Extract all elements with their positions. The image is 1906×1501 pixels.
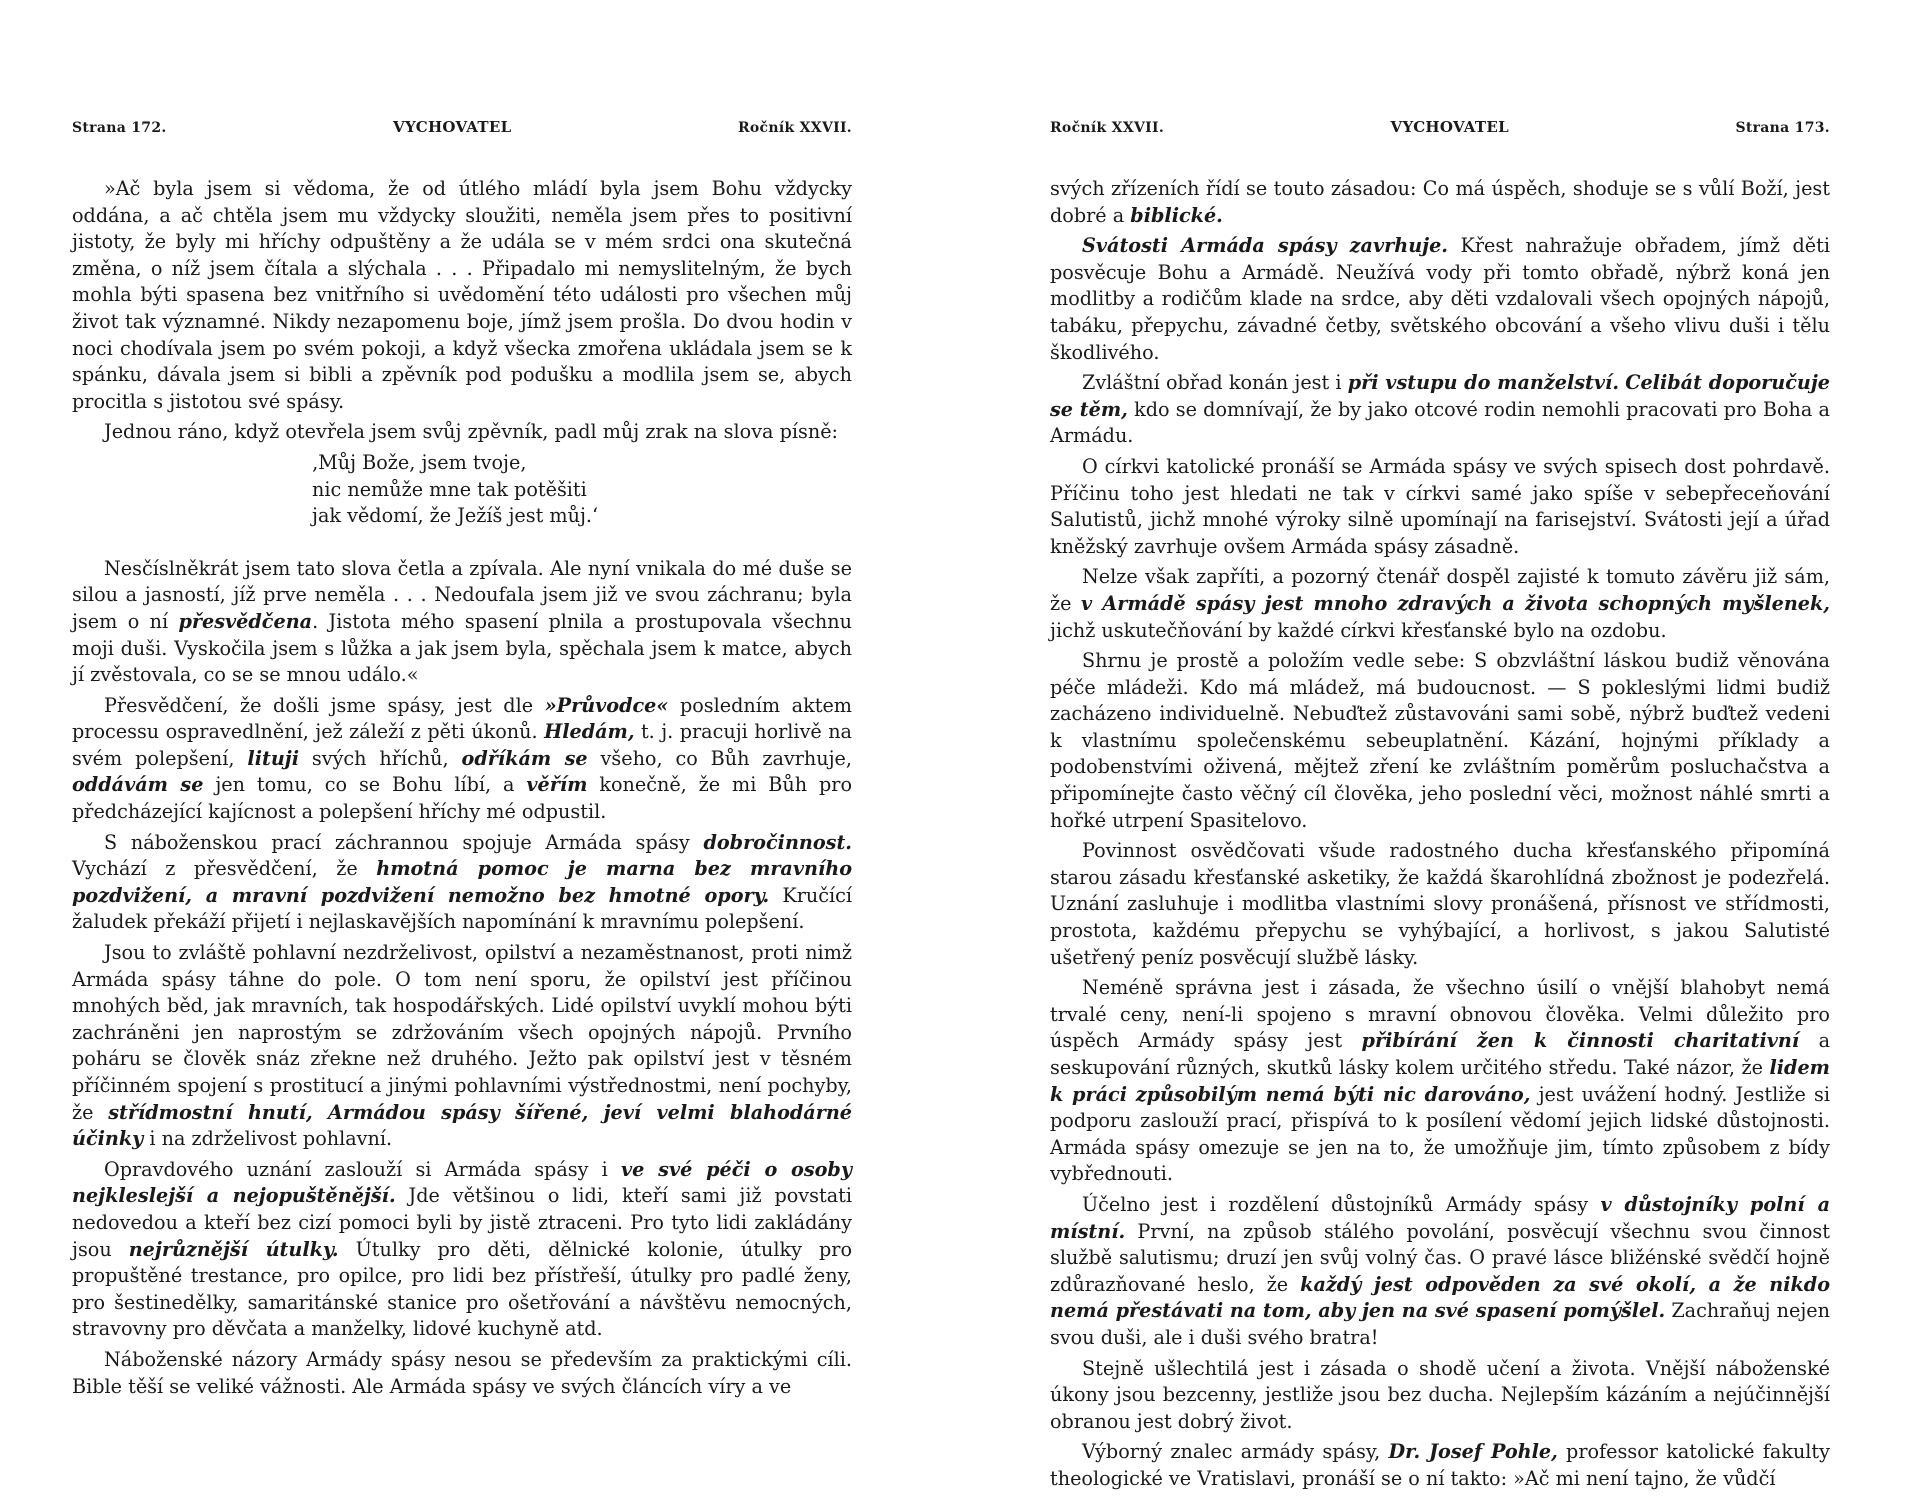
paragraph: Neméně správna jest i zásada, že všechno úsilí o vnější blahobyt nemá trvalé ceny, není-li spojeno s mravní obnovou člověka. Velmi důležito pro úspěch Armády spásy jest přibírání žen k činnosti charitativní a seskupování různých, skutků lásky kolem určitého středu. Také názor, že lidem k práci způsobilým nemá býti nic darováno, jest uvážení hodný. Jestliže si podporu zaslouží prací, přispívá to k posílení vědomí jejich lidské důstojnosti. Armáda spásy omezuje se jen na to, že umožňuje jim, tímto způsobem z bídy vybřednouti. <box>1050 976 1831 1186</box>
right-body-text <box>1050 176 1830 1493</box>
right-page <box>1050 118 1831 1490</box>
paragraph: Náboženské názory Armády spásy nesou se především za praktickými cíli. Bible těší se veliké vážnosti. Ale Armáda spásy ve svých článcích víry a ve <box>72 1347 852 1398</box>
emphasized-text: odříkám se <box>461 746 588 770</box>
emphasized-text: ve své péči o osoby nejkleslejší a nejopuštěnější. <box>72 1157 852 1208</box>
emphasized-text: Svátosti Armáda spásy zavrhuje. <box>1082 234 1448 258</box>
paragraph: Jednou ráno, když otevřela jsem svůj zpěvník, padl můj zrak na slova písně: <box>104 420 839 444</box>
paragraph: Zvláštní obřad konán jest i při vstupu do manželství. Celibát doporučuje se těm, kdo se domnívají, že by jako otcové rodin nemohli pracovati pro Boha a Armádu. <box>1050 371 1830 448</box>
paragraph: Jsou to zvláště pohlavní nezdrželivost, opilství a nezaměstnanost, proti nimž Armáda spásy táhne do pole. O tom není sporu, že opilství jest příčinou mnohých běd, jak mravních, tak hospodářských. Lidé opilství uvyklí mohou býti zachráněni jen naprostým se zdržováním všech opojných nápojů. Prvního poháru se člověk snáz zřekne než druhého. Ježto pak opilství jest v těsném příčinném spojení s prostitucí a jinými pohlavními výstřednostmi, není pochyby, že střídmostní hnutí, Armádou spásy šířené, jeví velmi blahodárné účinky i na zdrželivost pohlavní. <box>72 941 852 1151</box>
emphasized-text: při vstupu do manželství. <box>1347 371 1620 395</box>
emphasized-text: lituji <box>247 746 300 770</box>
left-journal-title: VYCHOVATEL <box>393 118 512 136</box>
left-paragraphs-after-poem <box>72 556 852 1400</box>
paragraph: Povinnost osvědčovati všude radostného ducha křesťanského připomíná starou zásadu křesťanské asketiky, že každá škarohlídná zbožnost je podezřelá. Uznání zasluhuje i modlitba vlastními slovy pronášená, přísnost ve střídmosti, prostota, každému přepychu se vyhýbající, a horlivost, s jakou Salutisté ušetřený peníz posvěcují službě lásky. <box>1050 839 1830 969</box>
emphasized-text: v Armádě spásy jest mnoho zdravých a života schopných myšlenek, <box>1081 591 1830 615</box>
right-running-head <box>1050 118 1830 148</box>
right-volume-label: Ročník XXVII. <box>1050 120 1165 136</box>
emphasized-text: Celibát doporučuje se těm, <box>1050 371 1830 421</box>
left-paragraphs-before-poem <box>72 176 852 446</box>
paragraph: Přesvědčení, že došli jsme spásy, jest dle »Průvodce« posledním aktem processu ospravedlnění, jež záleží z pěti úkonů. Hledám, t. j. pracuji horlivě na svém polepšení, lituji svých hříchů, odříkám se všeho, co Bůh zavrhuje, oddávám se jen tomu, co se Bohu líbí, a věřím konečně, že mi Bůh pro předcházející kajícnost a polepšení hříchy mé odpustil. <box>72 693 853 824</box>
paragraph: Stejně ušlechtilá jest i zásada o shodě učení a života. Vnější náboženské úkony jsou bezcenny, jestliže jsou bez ducha. Nejlepším kázáním a nejúčinnější obranou jest dobrý život. <box>1050 1356 1830 1433</box>
left-volume-label: Ročník XXVII. <box>737 120 852 136</box>
emphasized-text: každý jest odpověden za své okolí, a že nikdo nemá přestávati na tom, aby jen na své spasení pomýšlel. <box>1050 1272 1830 1323</box>
right-page-number: Strana 173. <box>1735 120 1830 136</box>
emphasized-text: »Průvodce« <box>544 693 669 717</box>
paragraph: Opravdového uznání zaslouží si Armáda spásy i ve své péči o osoby nejkleslejší a nejopuštěnější. Jde většinou o lidi, kteří sami již povstati nedovedou a kteří bez cizí pomoci byli by jistě ztraceni. Pro tyto lidi zakládány jsou nejrůznější útulky. Útulky pro děti, dělnické kolonie, útulky pro propuštěné trestance, pro opilce, pro lidi bez přístřeší, útulky pro padlé ženy, pro šestinedělky, samaritánské stanice pro ošetřování a návštěvu nemocných, stravovny pro děvčata a manželky, lidové kuchyně atd. <box>72 1157 852 1341</box>
paragraph: Nelze však zapříti, a pozorný čtenář dospěl zajisté k tomuto závěru již sám, že v Armádě spásy jest mnoho zdravých a života schopných myšlenek, jichž uskutečňování by každé církvi křesťanské bylo na ozdobu. <box>1050 565 1830 642</box>
emphasized-text: hmotná pomoc je marna bez mravního pozdvižení, a mravní pozdvižení nemožno bez hmotné opory. <box>72 857 852 907</box>
paragraph: Svátosti Armáda spásy zavrhuje. Křest nahražuje obřadem, jímž děti posvěcuje Bohu a Armádě. Neužívá vody při tomto obřadě, nýbrž koná jen modlitby a rodičům klade na srdce, aby děti vzdalovali všech opojných nápojů, tabáku, přepychu, závadné četby, světského obcování a všeho vlivu duši i tělu škodlivého. <box>1050 234 1830 364</box>
left-page-number: Strana 172. <box>72 120 167 136</box>
paragraph: svých zřízeních řídí se touto zásadou: Co má úspěch, shoduje se s vůlí Boží, jest dobré a biblické. <box>1050 177 1830 227</box>
left-page <box>72 118 852 1408</box>
emphasized-text: dobročinnost. <box>703 830 852 854</box>
poem-line: nic nemůže mne tak potěšiti <box>312 477 587 501</box>
paragraph: S náboženskou prací záchrannou spojuje Armáda spásy dobročinnost. Vychází z přesvědčení, že hmotná pomoc je marna bez mravního pozdvižení, a mravní pozdvižení nemožno bez hmotné opory. Kručící žaludek překáží přijetí i nejlaskavějších napomínání k mravnímu polepšení. <box>72 830 853 934</box>
paragraph: »Ač byla jsem si vědoma, že od útlého mládí byla jsem Bohu vždycky oddána, a ač chtěla jsem mu vždycky sloužiti, neměla jsem přes to positivní jistoty, že byly mi hříchy odpuštěny a že udála se v mém srdci ona skutečná změna, o níž jsem čítala a slýchala . . . Připadalo mi nemyslitelným, že bych mohla býti spasena bez vnitřního si uvědomění této události pro všechen můj život tak významné. Nikdy nezapomenu boje, jímž jsem prošla. Do dvou hodin v noci chodívala jsem po svém pokoji, a když všecka zmořena ukládala jsem se k spánku, dávala jsem si bibli a zpěvník pod podušku a modlila jsem se, abych procitla s jistotou své spásy. <box>72 177 852 413</box>
emphasized-text: střídmostní hnutí, Armádou spásy šířené, jeví velmi blahodárné účinky <box>72 1100 852 1151</box>
emphasized-text: nejrůznější útulky. <box>128 1237 339 1261</box>
left-running-head <box>72 118 852 148</box>
emphasized-text: oddávám se <box>72 773 204 797</box>
paragraph: Výborný znalec armády spásy, Dr. Josef Pohle, professor katolické fakulty theologické ve Vratislavi, pronáší se o ní takto: »Ač mi není tajno, že vůdčí <box>1050 1440 1830 1490</box>
emphasized-text: biblické. <box>1130 203 1223 227</box>
emphasized-text: Hledám, <box>544 720 635 744</box>
emphasized-text: přibírání žen k činnosti charitativní <box>1361 1029 1800 1053</box>
right-journal-title: VYCHOVATEL <box>1390 118 1509 136</box>
paragraph: Nesčíslněkrát jsem tato slova četla a zpívala. Ale nyní vnikala do mé duše se silou a jasností, jíž prve neměla . . . Nedoufala jsem již ve svou záchranu; byla jsem o ní přesvědčena. Jistota mého spasení plnila a prostupovala všechnu moji duši. Vyskočila jsem s lůžka a jak jsem byla, spěchala jsem k matce, abych jí zvěstovala, co se se mnou událo.« <box>72 556 852 687</box>
poem-quote <box>312 450 852 530</box>
poem-line: jak vědomí, že Ježíš jest můj.‘ <box>312 504 599 528</box>
emphasized-text: věřím <box>526 773 588 797</box>
emphasized-text: lidem k práci způsobilým nemá býti nic darováno, <box>1050 1056 1830 1106</box>
paragraph: O církvi katolické pronáší se Armáda spásy ve svých spisech dost pohrdavě. Příčinu toho jest hledati ne tak v církvi samé jako spíše v sebepřeceňování Salutistů, jichž mnohé výroky silně upomínají na farisejství. Svátosti její a úřad kněžský zavrhuje ovšem Armáda spásy zásadně. <box>1050 454 1830 558</box>
emphasized-text: v důstojníky polní a místní. <box>1050 1192 1831 1243</box>
paragraph: Účelno jest i rozdělení důstojníků Armády spásy v důstojníky polní a místní. První, na způsob stálého povolání, posvěcují všechnu svou činnost službě salutismu; druzí jen svůj volný čas. O pravé lásce bližénské svědčí hojně zdůrazňované heslo, že každý jest odpověden za své okolí, a že nikdo nemá přestávati na tom, aby jen na své spasení pomýšlel. Zachraňuj nejen svou duši, ale i duši svého bratra! <box>1050 1192 1831 1349</box>
left-body-text <box>72 176 852 1400</box>
emphasized-text: přesvědčena <box>178 609 313 633</box>
paragraph: Shrnu je prostě a položím vedle sebe: S obzvláštní láskou budiž věnována péče mládeži. Kdo má mládež, má budoucnost. — S pokleslými lidmi budiž zacházeno individuelně. Nebuďtež zůstavováni sami sobě, nýbrž buďtež vedeni k vlastnímu společenskému sebeuplatnění. Kázání, hojnými příklady a podobenstvími oživená, mějtež zření ke zvláštním poměrům posluchačstva a připomínejte často věčný cíl člověka, jeho poslední věci, možnost náhlé smrti a hořké utrpení Spasitelovo. <box>1050 649 1830 832</box>
emphasized-text: Dr. Josef Pohle, <box>1388 1440 1558 1464</box>
poem-line: ‚Můj Bože, jsem tvoje, <box>312 450 527 474</box>
